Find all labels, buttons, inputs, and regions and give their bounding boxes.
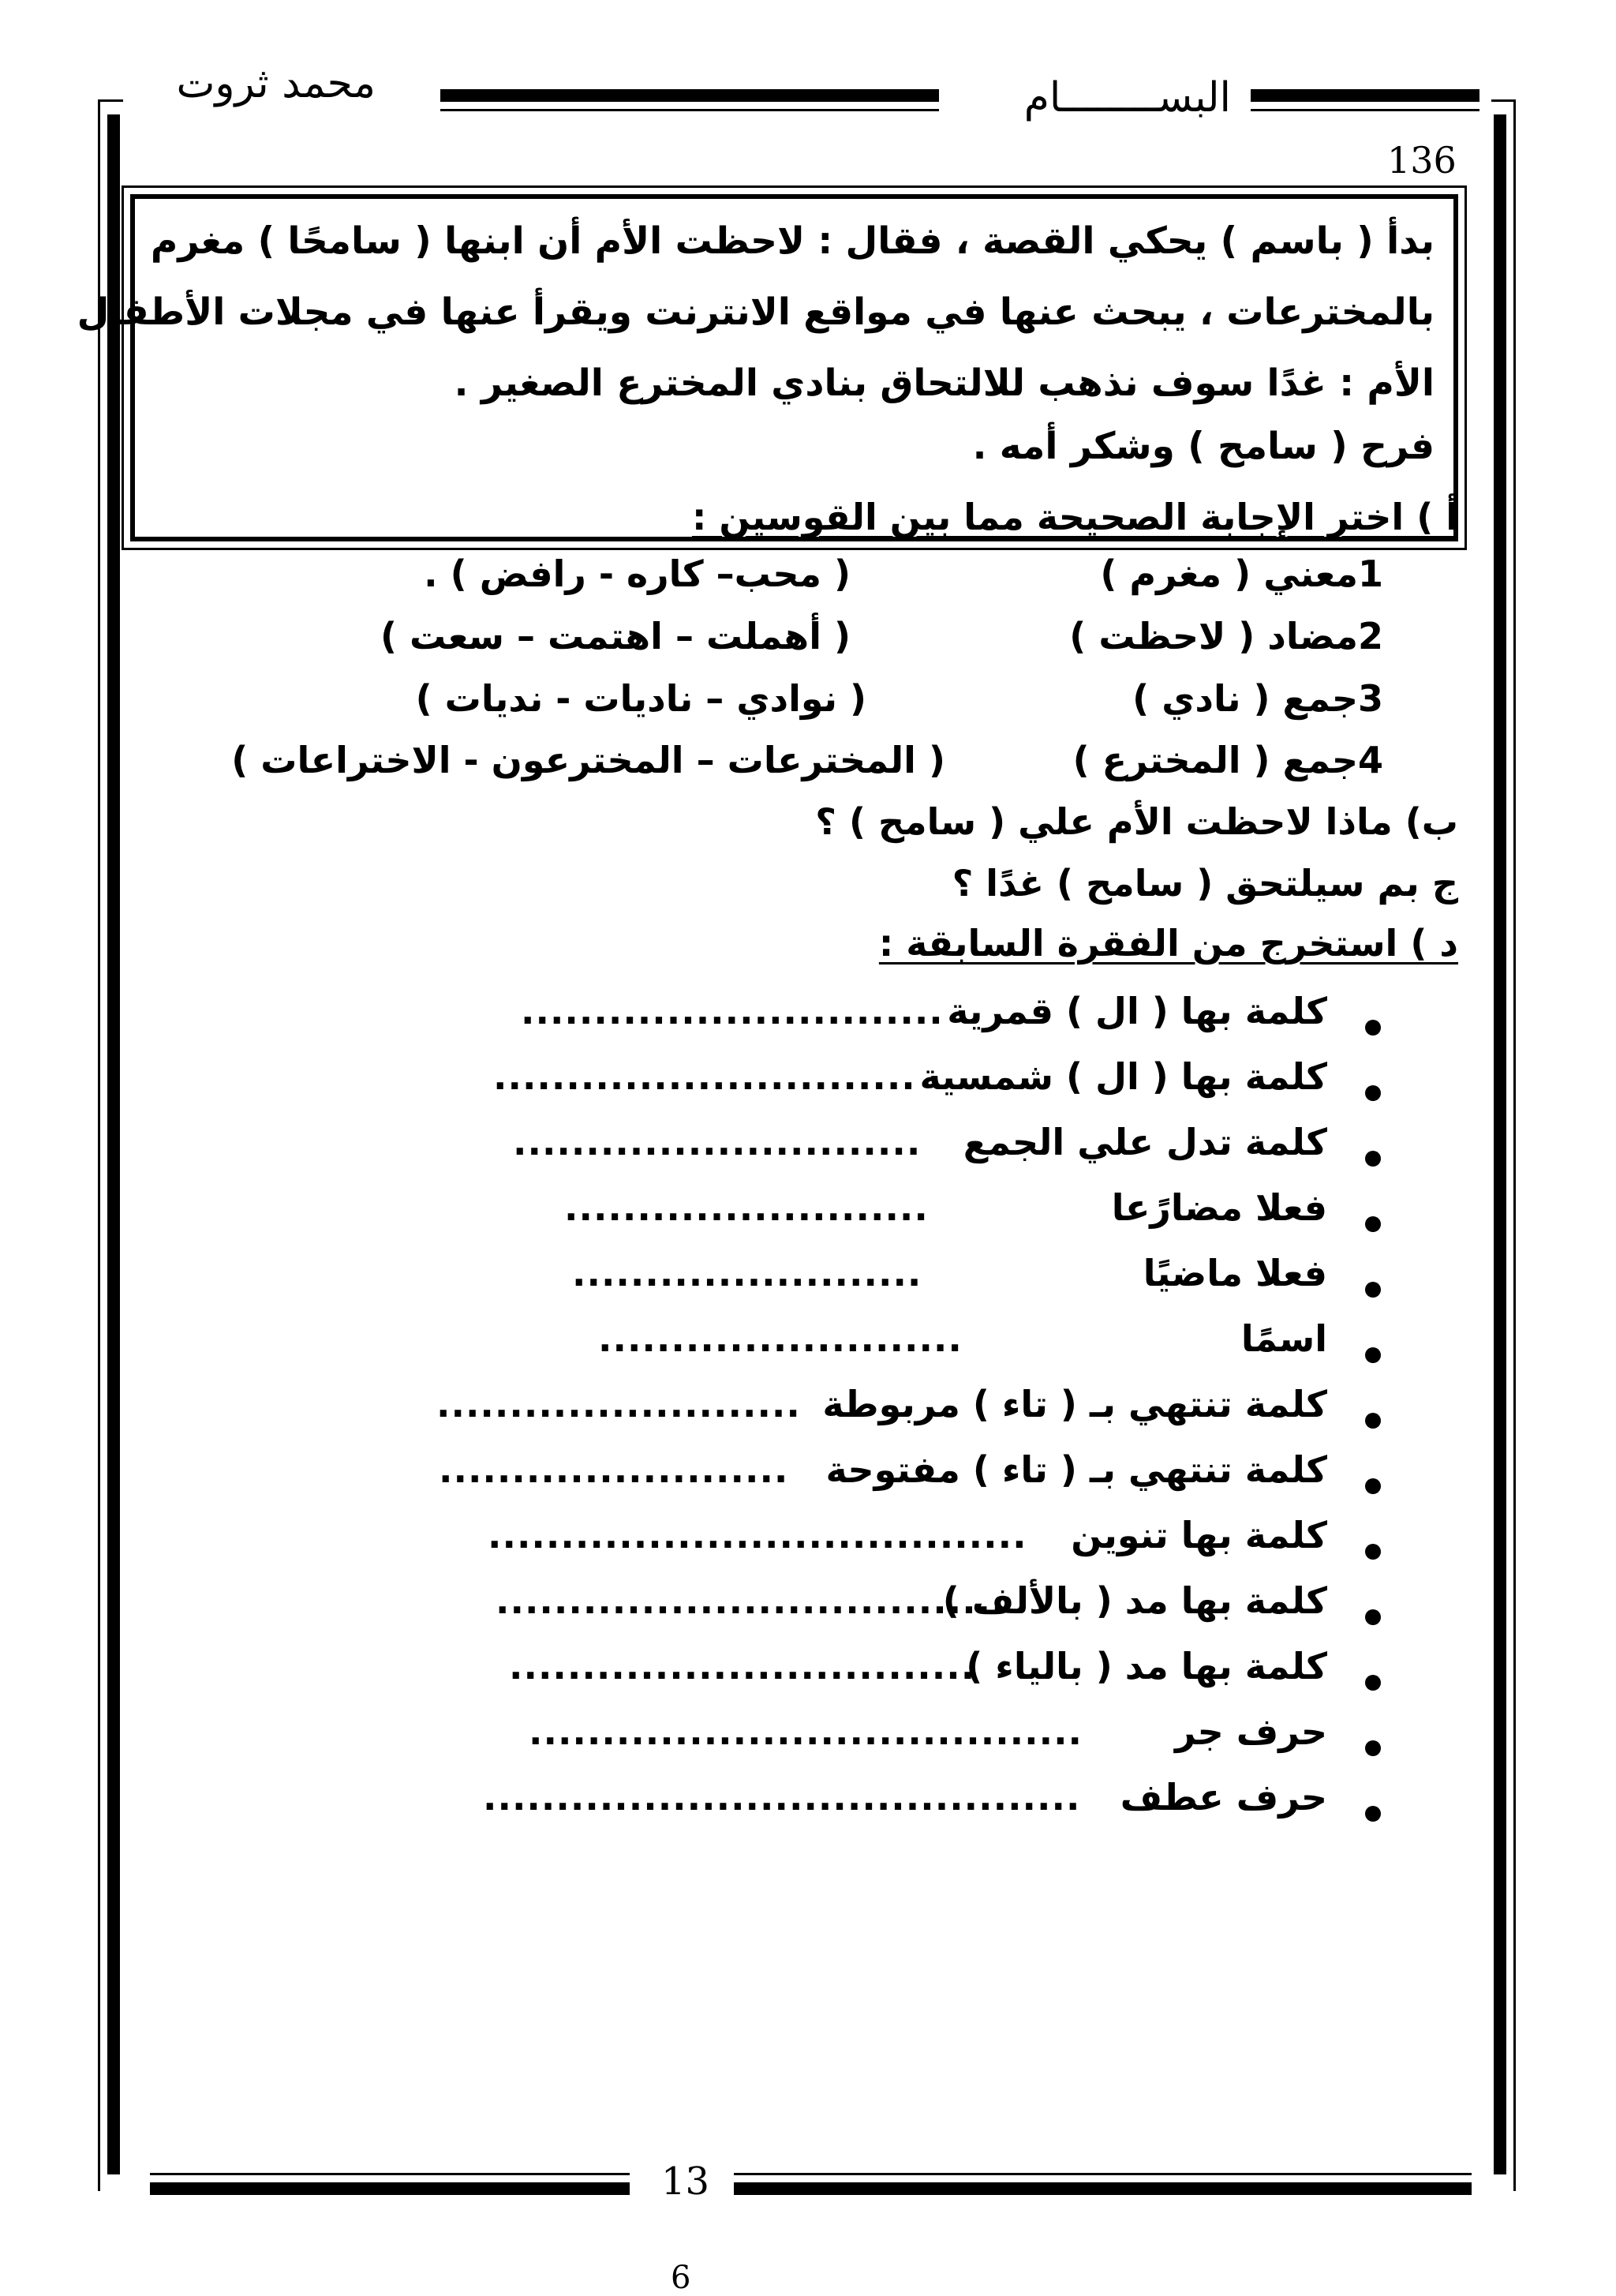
- passage-line: الأم : غدًا سوف نذهب للالتحاق بنادي المخترع الصغير .: [454, 361, 1435, 405]
- extract-label: كلمة تنتهي بـ ( تاء ) مفتوحة: [825, 1448, 1327, 1491]
- bullet-icon: [1365, 1282, 1381, 1298]
- page-number-bottom-cont: 6: [671, 2260, 691, 2296]
- bullet-icon: [1365, 1609, 1381, 1625]
- frame-right-thick: [1494, 114, 1506, 2174]
- passage-line: بدأ ( باسم ) يحكي القصة ، فقال : لاحظت الأم أن ابنها ( سامحًا ) مغرم: [150, 219, 1435, 263]
- answer-blank[interactable]: ........................: [572, 1252, 922, 1294]
- section-a-heading: أ ) اختر الإجابة الصحيحة مما بين القوسين :: [691, 496, 1458, 538]
- page-number-top: 136: [1387, 139, 1457, 182]
- answer-blank[interactable]: ...................................: [496, 1579, 1006, 1622]
- header-rule-right: [1251, 89, 1479, 102]
- frame-left-thick: [107, 114, 120, 2174]
- question-item: 3جمع ( نادي ): [1132, 677, 1383, 720]
- header-rule-left-thin: [440, 109, 939, 111]
- bullet-icon: [1365, 1544, 1381, 1560]
- passage-line: بالمخترعات ، يبحث عنها في مواقع الانترنت ويقرأ عنها في مجلات الأطفال: [77, 290, 1435, 334]
- bullet-icon: [1365, 1413, 1381, 1429]
- footer-rule-left-thin: [150, 2173, 630, 2175]
- author-name: محمد ثروت: [176, 60, 376, 107]
- passage-line: فرح ( سامح ) وشكر أمه .: [972, 425, 1435, 468]
- choices-item: ( نوادي – ناديات - نديات ): [415, 677, 866, 720]
- answer-blank[interactable]: .....................................: [488, 1514, 1027, 1556]
- extract-label: اسمًا: [1240, 1317, 1327, 1360]
- section-c-question: ج بم سيلتحق ( سامح ) غدًا ؟: [952, 862, 1458, 905]
- extract-label: كلمة بها مد ( بالياء ): [966, 1645, 1327, 1687]
- choices-item: ( أهملت – اهتمت – سعت ): [380, 615, 851, 657]
- question-item: 1معني ( مغرم ): [1100, 552, 1383, 595]
- bullet-icon: [1365, 1347, 1381, 1363]
- extract-label: حرف جر: [1175, 1710, 1327, 1753]
- extract-label: كلمة بها مد ( بالألف ): [942, 1579, 1327, 1622]
- answer-blank[interactable]: .........................: [436, 1383, 801, 1425]
- header-rule-left: [440, 89, 939, 102]
- bullet-icon: [1365, 1216, 1381, 1232]
- extract-label: كلمة تنتهي بـ ( تاء ) مربوطة: [822, 1383, 1327, 1425]
- answer-blank[interactable]: .........................: [564, 1186, 929, 1229]
- bullet-icon: [1365, 1085, 1381, 1101]
- extract-label: فعلا ماضيًا: [1143, 1252, 1327, 1294]
- extract-label: حرف عطف: [1120, 1776, 1327, 1818]
- footer-rule-right-thin: [734, 2173, 1472, 2175]
- choices-item: ( المخترعات – المخترعون - الاختراعات ): [231, 739, 945, 781]
- answer-blank[interactable]: ................................: [509, 1645, 976, 1687]
- section-b-question: ب) ماذا لاحظت الأم علي ( سامح ) ؟: [815, 800, 1458, 843]
- answer-blank[interactable]: ......................................: [529, 1710, 1083, 1753]
- frame-top-right-hook: [1491, 99, 1516, 102]
- book-title: البســــــــام: [1023, 74, 1231, 122]
- bullet-icon: [1365, 1806, 1381, 1822]
- answer-blank[interactable]: .........................: [598, 1317, 963, 1360]
- question-item: 2مضاد ( لاحظت ): [1069, 615, 1383, 657]
- footer-rule-left: [150, 2182, 630, 2195]
- section-d-heading: د ) استخرج من الفقرة السابقة :: [878, 922, 1458, 964]
- answer-blank[interactable]: ........................: [439, 1448, 789, 1491]
- answer-blank[interactable]: ............................: [513, 1121, 922, 1163]
- extract-label: كلمة تدل علي الجمع: [963, 1121, 1327, 1163]
- bullet-icon: [1365, 1020, 1381, 1036]
- frame-right-outer: [1513, 99, 1516, 2191]
- footer-rule-right: [734, 2182, 1472, 2195]
- passage-box: [77, 194, 1458, 541]
- answer-blank[interactable]: .............................: [521, 990, 944, 1032]
- header-rule-right-thin: [1251, 109, 1479, 111]
- question-item: 4جمع ( المخترع ): [1072, 739, 1383, 781]
- bullet-icon: [1365, 1740, 1381, 1756]
- choices-item: ( محب– كاره - رافض ) .: [424, 552, 851, 595]
- answer-blank[interactable]: .........................................: [483, 1776, 1081, 1818]
- frame-top-left-hook: [98, 99, 123, 102]
- bullet-icon: [1365, 1151, 1381, 1167]
- answer-blank[interactable]: .............................: [493, 1055, 916, 1098]
- extract-label: كلمة بها ( ال ) قمرية: [947, 990, 1327, 1032]
- extract-label: كلمة بها ( ال ) شمسية: [919, 1055, 1327, 1098]
- frame-left-outer: [98, 99, 100, 2191]
- bullet-icon: [1365, 1478, 1381, 1494]
- bullet-icon: [1365, 1675, 1381, 1691]
- extract-label: كلمة بها تنوين: [1071, 1514, 1327, 1556]
- extract-label: فعلا مضارًعا: [1111, 1186, 1327, 1229]
- page-number-bottom: 13: [661, 2159, 710, 2204]
